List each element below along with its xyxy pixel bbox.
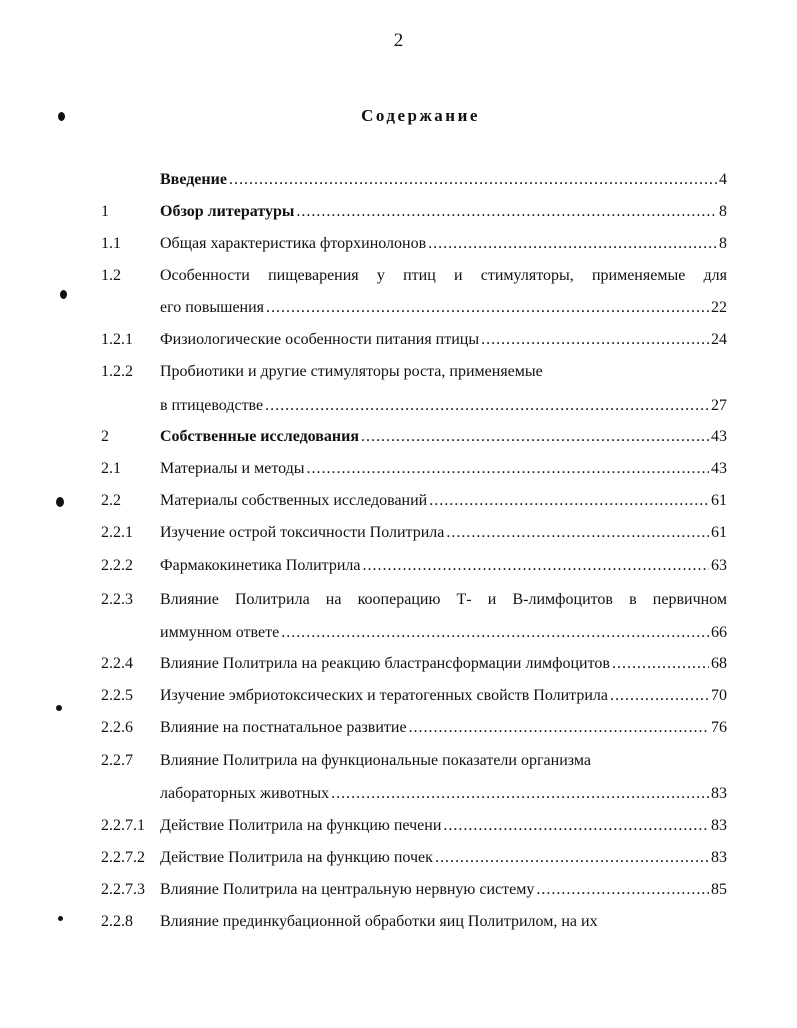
toc-entry-number: 1: [101, 203, 109, 220]
toc-entry-number: 2.2.5: [101, 687, 133, 704]
toc-entry-number: 2.2.7.3: [101, 881, 145, 898]
dot-leader: [296, 202, 717, 222]
toc-entry-page: 83: [711, 817, 727, 834]
dot-leader: [266, 298, 709, 318]
toc-entry-page: 83: [711, 849, 727, 866]
toc-entry-title: Влияние на постнатальное развитие: [160, 719, 407, 736]
toc-entry-page: 8: [719, 235, 727, 252]
toc-entry-page: 70: [711, 687, 727, 704]
dot-leader: [363, 556, 710, 576]
toc-entry-page: 85: [711, 881, 727, 898]
toc-entry-title: Влияние Политрила на реакцию бластрансформации лимфоцитов: [160, 655, 610, 672]
toc-entry-title: Физиологические особенности питания птицы: [160, 331, 480, 348]
toc-entry-page: 83: [711, 785, 727, 802]
toc-entry-number: 1.2.1: [101, 331, 133, 348]
toc-entry-page: 63: [711, 557, 727, 574]
dot-leader: [281, 623, 709, 643]
toc-entry-title: иммунном ответе: [160, 624, 280, 641]
toc-entry-number: 2.2.7: [101, 752, 133, 769]
toc-entry-number: 2.2.3: [101, 591, 133, 608]
toc-entry-title: Изучение эмбриотоксических и тератогенных свойств Политрила: [160, 687, 608, 704]
toc-entry-number: 2.2.1: [101, 524, 133, 541]
dot-leader: [361, 427, 709, 447]
toc-entry-number: 1.1: [101, 235, 121, 252]
toc-entry-number: 2.2.4: [101, 655, 133, 672]
toc-entry-number: 2.1: [101, 460, 121, 477]
toc-entry-number: 1.2: [101, 267, 121, 284]
toc-entry-number: 2.2.2: [101, 557, 133, 574]
dot-leader: [612, 654, 709, 674]
toc-entry-title-line: Пробиотики и другие стимуляторы роста, применяемые: [160, 363, 543, 380]
toc-entry-title: Фармакокинетика Политрила: [160, 557, 361, 574]
dot-leader: [307, 459, 709, 479]
page-number: 2: [393, 30, 404, 51]
toc-entry-title: его повышения: [160, 299, 265, 316]
toc-entry-title: Введение: [160, 171, 227, 188]
dot-leader: [443, 816, 709, 836]
toc-entry-title: Влияние Политрила на центральную нервную систему: [160, 881, 535, 898]
toc-entry-number: 1.2.2: [101, 363, 133, 380]
toc-title: Содержание: [361, 106, 480, 125]
toc-entry-title: Собственные исследования: [160, 428, 360, 445]
toc-entry-title: в птицеводстве: [160, 397, 264, 414]
toc-entry-title: Материалы и методы: [160, 460, 305, 477]
toc-entry-number: 2.2.6: [101, 719, 133, 736]
dot-leader: [429, 491, 709, 511]
dot-leader: [409, 718, 709, 738]
toc-entry-number: 2.2.8: [101, 913, 133, 930]
margin-mark: [58, 916, 63, 921]
margin-mark: [56, 705, 62, 711]
toc-entry-title-line: Особенности пищеварения у птиц и стимуляторы, применяемые для: [160, 267, 727, 284]
toc-entry-page: 27: [711, 397, 727, 414]
toc-entry-page: 61: [711, 524, 727, 541]
dot-leader: [481, 330, 709, 350]
toc-entry-page: 22: [711, 299, 727, 316]
toc-entry-title: Изучение острой токсичности Политрила: [160, 524, 445, 541]
dot-leader: [428, 234, 717, 254]
toc-entry-page: 43: [711, 428, 727, 445]
dot-leader: [610, 686, 709, 706]
toc-entry-title: лабораторных животных: [160, 785, 330, 802]
toc-entry-number: 2.2.7.1: [101, 817, 145, 834]
toc-entry-page: 76: [711, 719, 727, 736]
toc-entry-title-line: Влияние Политрила на функциональные показатели организма: [160, 752, 591, 769]
toc-entry-number: 2.2.7.2: [101, 849, 145, 866]
toc-entry-page: 8: [719, 203, 727, 220]
toc-entry-title: Действие Политрила на функцию почек: [160, 849, 433, 866]
toc-entry-title-line: Влияние Политрила на кооперацию Т- и В-лимфоцитов в первичном: [160, 591, 727, 608]
toc-entry-title: Обзор литературы: [160, 203, 295, 220]
toc-entry-page: 24: [711, 331, 727, 348]
toc-entry-page: 61: [711, 492, 727, 509]
toc-entry-page: 68: [711, 655, 727, 672]
dot-leader: [265, 396, 709, 416]
toc-entry-number: 2: [101, 428, 109, 445]
dot-leader: [446, 523, 709, 543]
margin-mark: [60, 290, 67, 299]
toc-entry-title: Материалы собственных исследований: [160, 492, 428, 509]
dot-leader: [229, 170, 717, 190]
toc-entry-title-line: Влияние прединкубационной обработки яиц Политрилом, на их: [160, 913, 598, 930]
toc-entry-page: 4: [719, 171, 727, 188]
dot-leader: [536, 880, 709, 900]
toc-entry-page: 43: [711, 460, 727, 477]
toc-entry-number: 2.2: [101, 492, 121, 509]
toc-entry-title: Действие Политрила на функцию печени: [160, 817, 442, 834]
toc-entry-page: 66: [711, 624, 727, 641]
margin-mark: [58, 112, 65, 121]
dot-leader: [435, 848, 709, 868]
margin-mark: [56, 497, 64, 507]
dot-leader: [331, 784, 709, 804]
toc-entry-title: Общая характеристика фторхинолонов: [160, 235, 427, 252]
